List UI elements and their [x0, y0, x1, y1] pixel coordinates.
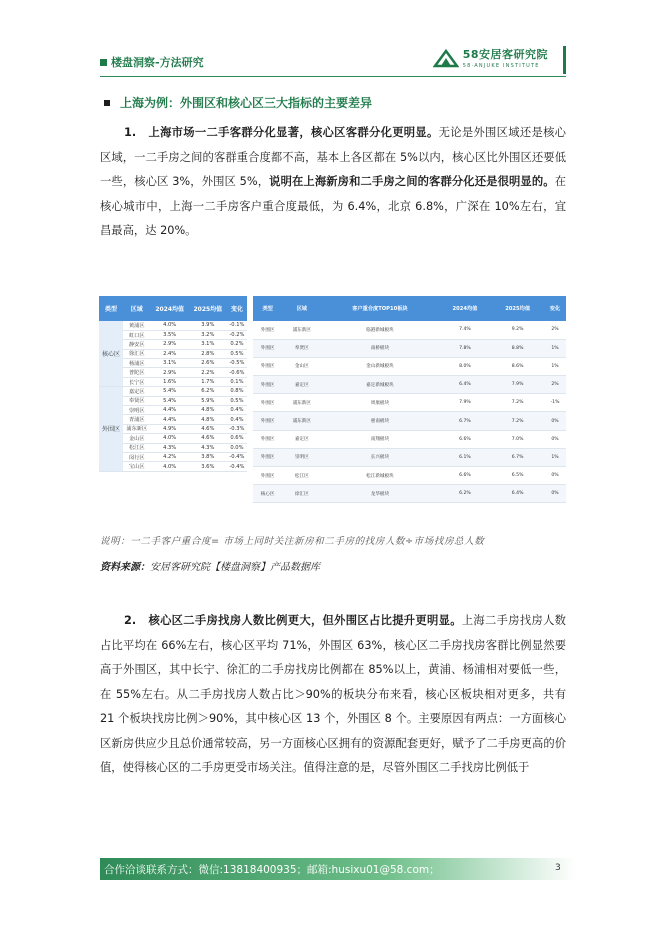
table-cell: 外围区	[253, 394, 282, 412]
para1-bold-b: 说明在上海新房和二手房之间的客群分化还是很明显的。	[269, 175, 555, 188]
table-cell: 临港新城板块	[321, 321, 438, 339]
table-cell: 2.9%	[151, 340, 189, 349]
table-cell: 0.6%	[227, 434, 247, 443]
section-title-text: 上海为例：外围区和核心区三大指标的主要差异	[120, 96, 373, 110]
table-cell: 1.7%	[189, 377, 227, 386]
table-cell: 7.2%	[491, 394, 544, 412]
table-cell: 0.4%	[227, 415, 247, 424]
table-cell: 外围区	[253, 339, 282, 357]
table-cell: 普陀区	[123, 368, 151, 377]
table-cell: 浦东新区	[123, 424, 151, 433]
table-cell: 长兴板块	[321, 448, 438, 466]
table-cell: 奉贤区	[282, 339, 321, 357]
table-cell: 南桥板块	[321, 339, 438, 357]
table-cell: 3.8%	[189, 452, 227, 461]
table-cell: 4.0%	[151, 462, 189, 471]
data-source	[100, 558, 320, 573]
para2-body: 上海二手房找房人数占比平均在 66%左右，核心区平均 71%，外围区 63%，核心区二手房找房客群比例显然要高于外围区，其中长宁、徐汇的二手房找房比例都在 85%以上，黄浦、杨浦相对要低一些，在 55%左右。从二手房找房人数占比＞90%的板块分布来看，核心区板块相对更多，共有 21 个板块找房比例＞90%，其中核心区 13 个，外围区 8 个。主要原因有两点：一方面核心区新房供应少且总价通常较高，另一方面核心区拥有的资源配套更好，赋予了二手房更高的价值，使得核心区的二手房更受市场关注。值得注意的是，尽管外围区二手找房比例低于	[100, 614, 566, 774]
table-cell: 3.2%	[189, 330, 227, 339]
table-cell: -0.2%	[227, 330, 247, 339]
table-cell: 1%	[544, 448, 566, 466]
logo-name: 58安居客研究院	[462, 48, 548, 61]
table-cell: 6.7%	[491, 448, 544, 466]
para1-body-c: 在核心城市中，上海一二手房客户重合度最低，为 6.4%，北京 6.8%，广深在 10%左右，宜昌最高，达 20%。	[100, 175, 566, 237]
table-note: 说明：一二手客户重合度= 市场上同时关注新房和二手房的找房人数÷市场找房总人数	[100, 536, 485, 547]
table-cell: 嘉定区	[123, 387, 151, 396]
table-cell: 6.1%	[439, 448, 492, 466]
table-cell: 0%	[544, 485, 566, 503]
table-cell: 核心区	[253, 485, 282, 503]
para1-lead: 上海市场一二手客群分化显著，核心区客群分化更明显。	[148, 126, 439, 139]
table-cell: 3.9%	[189, 321, 227, 330]
para2-number: 2.	[124, 614, 137, 627]
table-cell: 7.8%	[439, 339, 492, 357]
table-row	[253, 485, 566, 503]
table-cell: -0.6%	[227, 368, 247, 377]
table-row	[99, 321, 247, 330]
table-cell: 2.9%	[151, 368, 189, 377]
table-cell: 4.9%	[151, 424, 189, 433]
table-cell: 崇明区	[123, 406, 151, 415]
table-cell: 崇明区	[282, 448, 321, 466]
table-cell: 8.6%	[491, 357, 544, 375]
table-cell: 青浦区	[123, 415, 151, 424]
table-cell: 6.5%	[491, 467, 544, 485]
table-cell: 奉贤区	[123, 396, 151, 405]
table-row	[253, 467, 566, 485]
table-cell: 嘉定新城板块	[321, 376, 438, 394]
table-cell: 0%	[544, 412, 566, 430]
footer-contact: 合作洽谈联系方式：微信:13818400935；邮箱:husixu01@58.com；	[104, 864, 440, 876]
table-cell: 6.2%	[439, 485, 492, 503]
table-cell: 2.2%	[189, 368, 227, 377]
table-cell: 4.2%	[151, 452, 189, 461]
paragraph-1	[100, 121, 566, 244]
table-cell: 4.3%	[151, 443, 189, 452]
paragraph-2	[100, 609, 566, 781]
group-type-cell: 核心区	[99, 321, 123, 387]
table-cell: 6.6%	[439, 467, 492, 485]
square-bullet-icon	[104, 100, 110, 106]
group-type-cell: 外围区	[99, 387, 123, 472]
table-cell: 6.7%	[439, 412, 492, 430]
table-cell: 6.2%	[189, 387, 227, 396]
table-cell: 2%	[544, 376, 566, 394]
logo-subtitle: 58·ANJUKE INSTITUTE	[462, 63, 540, 69]
table-cell: 惠南板块	[321, 412, 438, 430]
table-cell: 外围区	[253, 467, 282, 485]
table-cell: 外围区	[253, 357, 282, 375]
house-logo-icon	[433, 48, 459, 68]
table-cell: 4.6%	[189, 434, 227, 443]
table-cell: 5.9%	[189, 396, 227, 405]
table-cell: -0.3%	[227, 424, 247, 433]
table-cell: 周康板块	[321, 394, 438, 412]
table-cell: 龙华板块	[321, 485, 438, 503]
table-cell: 9.2%	[491, 321, 544, 339]
table-header-cell: 客户重合度TOP10板块	[321, 296, 438, 321]
section-title	[104, 94, 372, 111]
table-cell: 宝山区	[123, 462, 151, 471]
table-cell: 1%	[544, 339, 566, 357]
district-overlap-table	[99, 296, 247, 524]
table-cell: 松江区	[123, 443, 151, 452]
table-cell: -1%	[544, 394, 566, 412]
table-cell: 嘉定区	[282, 376, 321, 394]
header-accent-bar	[563, 46, 566, 74]
header-divider	[100, 76, 566, 77]
table-cell: 虹口区	[123, 330, 151, 339]
para1-number: 1.	[124, 126, 137, 139]
table-cell: 静安区	[123, 340, 151, 349]
table-cell: 6.6%	[439, 430, 492, 448]
table-header-cell: 类型	[99, 296, 123, 321]
table-cell: 2.6%	[189, 359, 227, 368]
table-cell: 南翔板块	[321, 430, 438, 448]
table-cell: 1.6%	[151, 377, 189, 386]
table-cell: 松江新城板块	[321, 467, 438, 485]
table-cell: 4.8%	[189, 406, 227, 415]
table-cell: 浦东新区	[282, 394, 321, 412]
table-cell: -0.4%	[227, 462, 247, 471]
table-header-cell: 2025均值	[189, 296, 227, 321]
brand-logo	[433, 46, 548, 69]
table-header-cell: 变化	[227, 296, 247, 321]
table-cell: 5.4%	[151, 387, 189, 396]
table-cell: 0.4%	[227, 406, 247, 415]
table-cell: -0.4%	[227, 452, 247, 461]
table-cell: 外围区	[253, 430, 282, 448]
table-cell: 7.9%	[439, 394, 492, 412]
table-row	[253, 448, 566, 466]
table-cell: 6.4%	[491, 485, 544, 503]
table-cell: 长宁区	[123, 377, 151, 386]
table-header-cell: 2025均值	[491, 296, 544, 321]
table-cell: 金山新城板块	[321, 357, 438, 375]
table-cell: 4.8%	[189, 415, 227, 424]
table-header-cell: 区域	[123, 296, 151, 321]
table-cell: 4.0%	[151, 434, 189, 443]
table-cell: 2%	[544, 321, 566, 339]
table-cell: 松江区	[282, 467, 321, 485]
table-cell: 杨浦区	[123, 359, 151, 368]
table-cell: 5.4%	[151, 396, 189, 405]
table-header-cell: 变化	[544, 296, 566, 321]
table-cell: 2.8%	[189, 349, 227, 358]
table-cell: 外围区	[253, 412, 282, 430]
table-cell: 金山区	[282, 357, 321, 375]
table-cell: 0%	[544, 467, 566, 485]
table-cell: 浦东新区	[282, 321, 321, 339]
top10-block-table	[253, 296, 566, 524]
table-header-cell: 2024均值	[439, 296, 492, 321]
source-label: 资料来源：	[100, 562, 150, 573]
table-cell: 8.0%	[439, 357, 492, 375]
table-cell: 4.6%	[189, 424, 227, 433]
table-cell: 4.0%	[151, 321, 189, 330]
table-cell: 4.3%	[189, 443, 227, 452]
table-cell: 0.2%	[227, 340, 247, 349]
table-cell: 外围区	[253, 448, 282, 466]
table-cell: 黄浦区	[123, 321, 151, 330]
table-cell: 0.5%	[227, 349, 247, 358]
table-cell: 3.6%	[189, 462, 227, 471]
para2-lead: 核心区二手房找房人数比例更大，但外围区占比提升更明显。	[148, 614, 462, 627]
table-cell: 7.4%	[439, 321, 492, 339]
table-row	[253, 357, 566, 375]
square-bullet-icon	[100, 59, 107, 66]
table-cell: 7.2%	[491, 412, 544, 430]
table-row	[253, 321, 566, 339]
table-cell: 0.1%	[227, 377, 247, 386]
table-row	[99, 387, 247, 396]
table-cell: 浦东新区	[282, 412, 321, 430]
table-cell: 6.4%	[439, 376, 492, 394]
table-cell: 3.1%	[151, 359, 189, 368]
table-cell: 徐汇区	[123, 349, 151, 358]
page-header	[100, 46, 566, 76]
table-cell: 徐汇区	[282, 485, 321, 503]
table-cell: 金山区	[123, 434, 151, 443]
table-cell: 外围区	[253, 321, 282, 339]
para1-body-a: 无论是外围区域还是核心区域，一二手房之间的客群重合度都不高，基本上各区都在 5%以内，核心区比外围区还要低一些，核心区 3%，外围区 5%，	[100, 126, 566, 188]
table-row	[253, 430, 566, 448]
table-cell: 0.5%	[227, 396, 247, 405]
table-cell: 3.1%	[189, 340, 227, 349]
table-cell: 1%	[544, 357, 566, 375]
table-header-cell: 区域	[282, 296, 321, 321]
table-cell: 2.4%	[151, 349, 189, 358]
table-row	[253, 376, 566, 394]
table-cell: 0.0%	[227, 443, 247, 452]
table-cell: 0.8%	[227, 387, 247, 396]
table-cell: -0.5%	[227, 359, 247, 368]
table-row	[253, 412, 566, 430]
table-cell: -0.1%	[227, 321, 247, 330]
table-cell: 8.8%	[491, 339, 544, 357]
table-cell: 7.9%	[491, 376, 544, 394]
source-text: 安居客研究院【楼盘洞察】产品数据库	[150, 562, 320, 573]
table-cell: 3.5%	[151, 330, 189, 339]
table-row	[253, 339, 566, 357]
table-row	[253, 394, 566, 412]
table-cell: 闵行区	[123, 452, 151, 461]
table-cell: 外围区	[253, 376, 282, 394]
header-title-wrap	[100, 54, 204, 70]
table-header-cell: 2024均值	[151, 296, 189, 321]
page-number: 3	[555, 863, 561, 873]
header-title: 楼盘洞察-方法研究	[111, 56, 204, 69]
table-cell: 0%	[544, 430, 566, 448]
table-cell: 4.4%	[151, 406, 189, 415]
table-cell: 7.0%	[491, 430, 544, 448]
table-cell: 4.4%	[151, 415, 189, 424]
table-header-cell: 类型	[253, 296, 282, 321]
table-cell: 嘉定区	[282, 430, 321, 448]
